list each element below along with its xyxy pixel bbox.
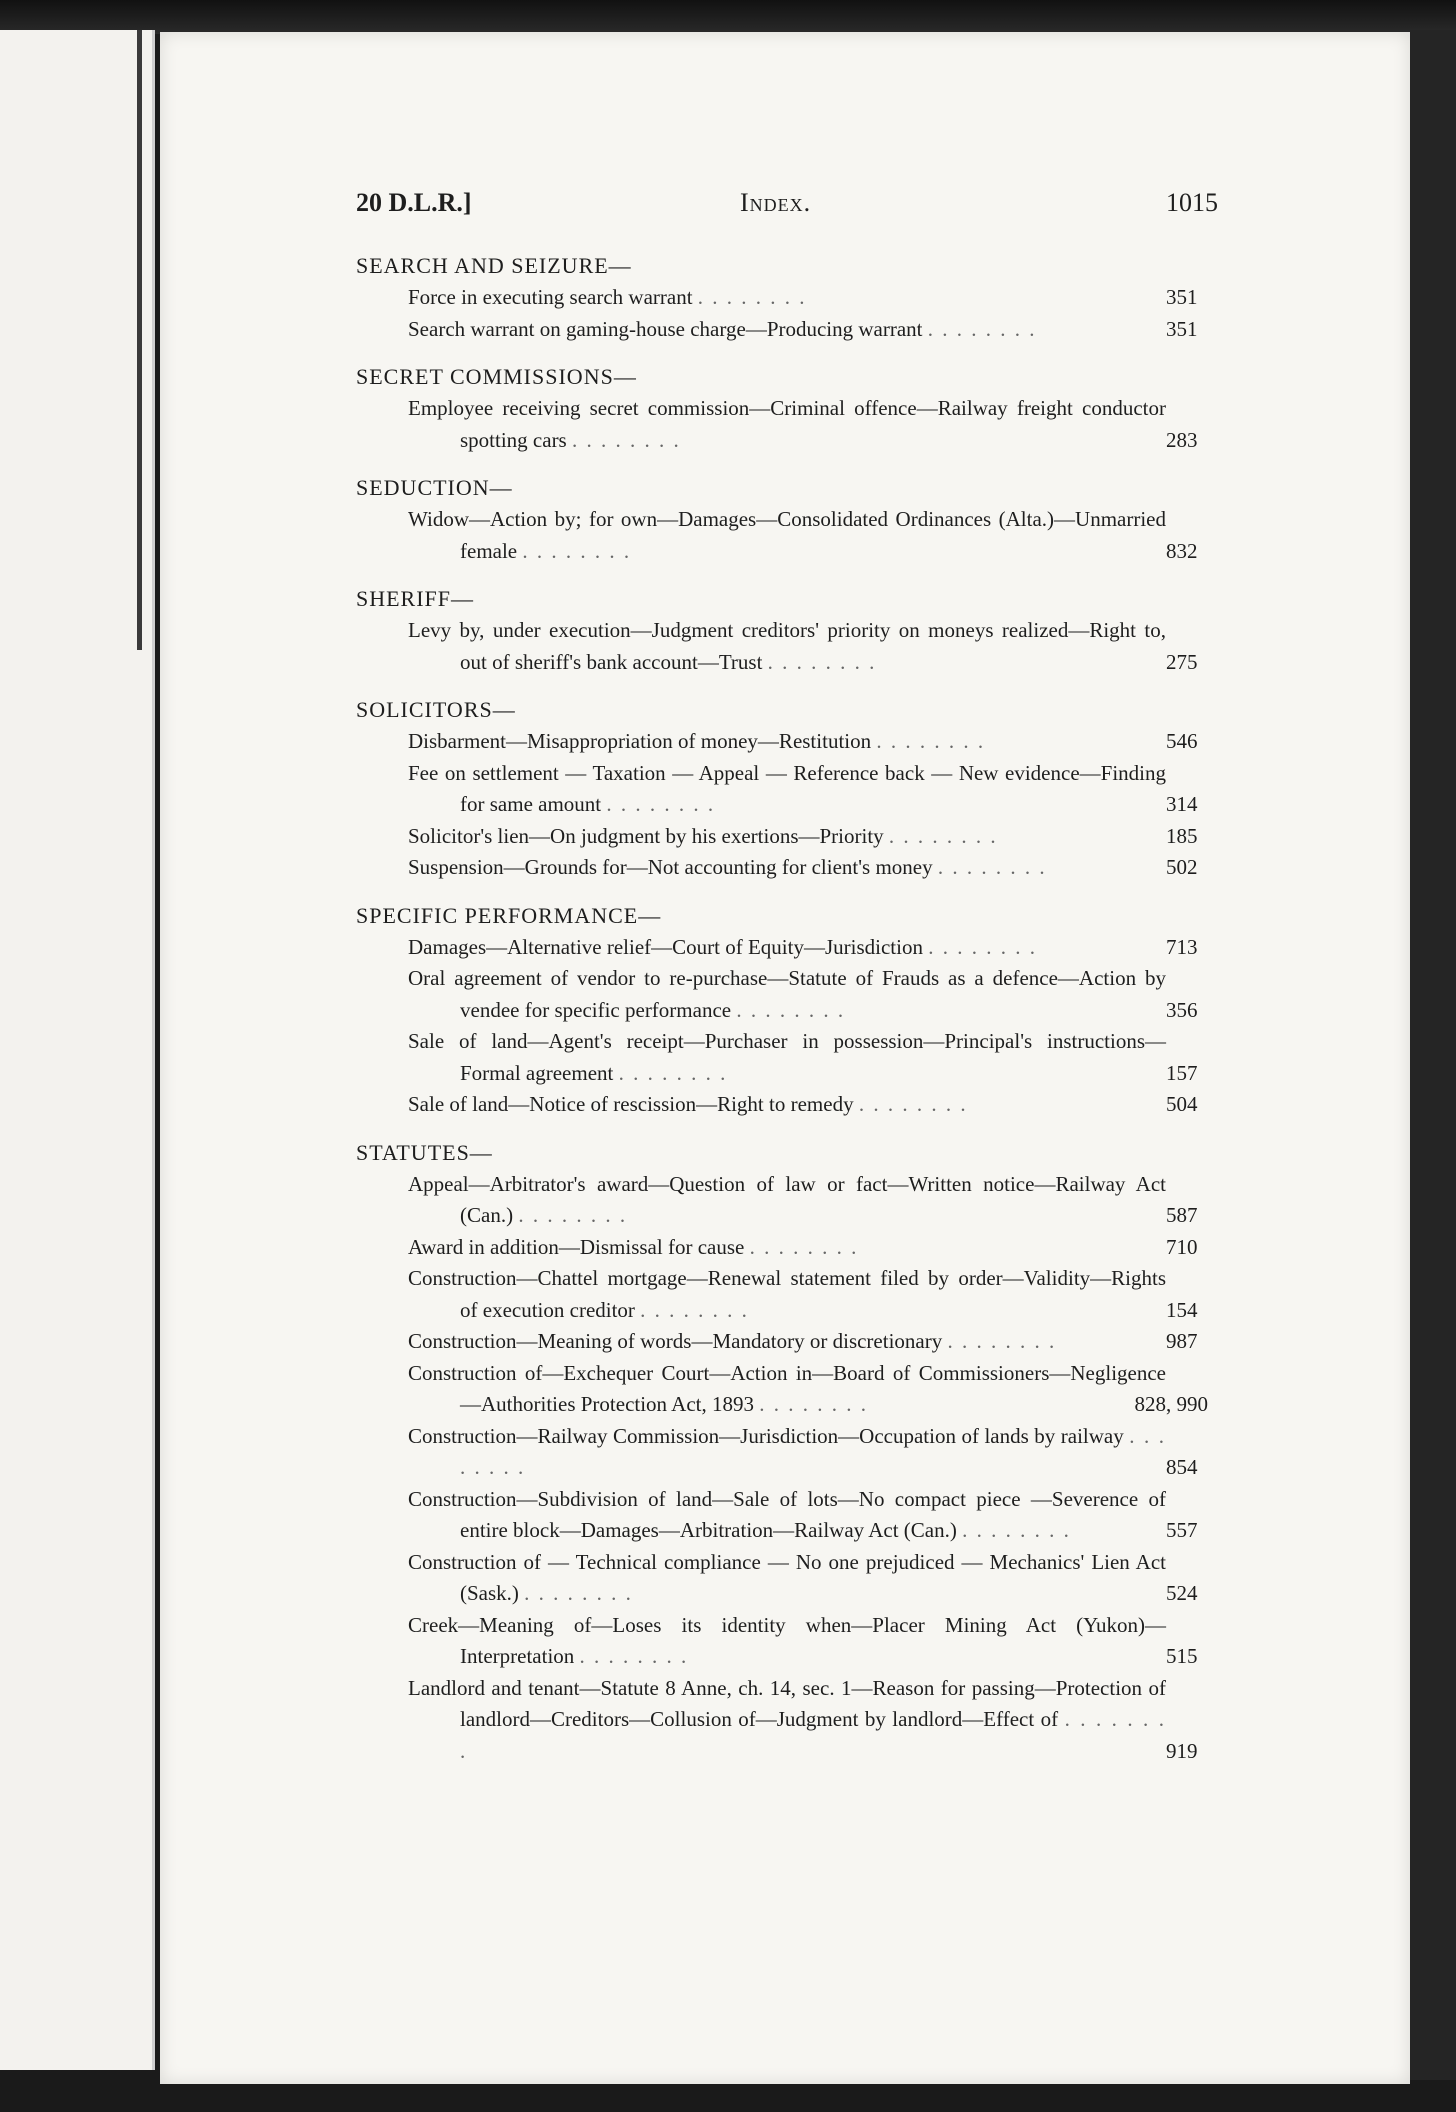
- entry-text: Award in addition—Dismissal for cause: [408, 1234, 750, 1259]
- dot-leader: . . . . . . . .: [640, 1297, 749, 1322]
- page-title: Index.: [740, 188, 812, 217]
- scan-top-edge: [0, 0, 1456, 34]
- index-entry: Force in executing search warrant . . . . . . . . 351: [408, 285, 1198, 309]
- running-head: [356, 188, 1218, 228]
- entry-text: Employee receiving secret commission—Criminal offence—Railway freight conductor spotting cars: [408, 396, 1166, 452]
- index-entry: Construction—Chattel mortgage—Renewal statement filed by order—Validity—Rights of execution creditor . . . . . . . . 154: [408, 1266, 1198, 1322]
- index-entry: Employee receiving secret commission—Criminal offence—Railway freight conductor spotting cars . . . . . . . . 283: [408, 396, 1198, 452]
- index-entry: Widow—Action by; for own—Damages—Consolidated Ordinances (Alta.)—Unmarried female . . . . . . . . 832: [408, 507, 1198, 563]
- entry-text: Fee on settlement — Taxation — Appeal — Reference back — New evidence—Finding for same amount: [408, 760, 1166, 816]
- index-entry: [408, 1358, 1218, 1421]
- index-entry: Fee on settlement — Taxation — Appeal — Reference back — New evidence—Finding for same amount . . . . . . . . 314: [408, 760, 1198, 816]
- index-entry: Suspension—Grounds for—Not accounting for client's money . . . . . . . . 502: [408, 855, 1198, 879]
- dot-leader: . . . . . . . .: [927, 316, 1037, 341]
- index-entry: Oral agreement of vendor to re-purchase—Statute of Frauds as a defence—Action by vendee for specific performance . . . . . . . . 356: [408, 966, 1198, 1022]
- index-section: [356, 583, 1218, 678]
- entry-text: Force in executing search warrant: [408, 285, 698, 309]
- dot-leader: . . . . . . . .: [767, 649, 877, 674]
- entry-text: Sale of land—Agent's receipt—Purchaser in possession—Principal's instructions—Formal agreement: [408, 1029, 1166, 1085]
- dot-leader: . . . . . . . .: [858, 1092, 968, 1116]
- index-entry: Appeal—Arbitrator's award—Question of law or fact—Written notice—Railway Act (Can.) . . . . . . . . 587: [408, 1171, 1198, 1227]
- dot-leader: . . . . . . . .: [947, 1329, 1057, 1353]
- index-section: [356, 1137, 1218, 1768]
- index-sections: [356, 250, 1218, 1767]
- dot-leader: . . . . . . . .: [460, 1707, 1167, 1763]
- section-heading: SHERIFF—: [356, 586, 475, 611]
- section-heading: STATUTES—: [356, 1139, 493, 1165]
- dot-leader: . . . . . . . .: [937, 855, 1047, 879]
- dot-leader: . . . . . . . .: [518, 1203, 628, 1227]
- index-entry: Solicitor's lien—On judgment by his exertions—Priority . . . . . . . . 185: [408, 823, 1198, 848]
- dot-leader: . . . . . . . .: [759, 1392, 868, 1416]
- dot-leader: . . . . . . . .: [697, 285, 807, 309]
- section-heading: SECRET COMMISSIONS—: [356, 364, 637, 389]
- dot-leader: . . . . . . . .: [571, 427, 681, 452]
- page-number: 1015: [1166, 188, 1218, 217]
- index-section: [356, 694, 1218, 884]
- section-heading: SPECIFIC PERFORMANCE—: [356, 902, 662, 928]
- dot-leader: . . . . . . . .: [888, 823, 998, 848]
- entry-text: Construction of—Exchequer Court—Action in—Board of Commissioners—Negligence—Authorities Protection Act, 1893: [408, 1360, 1166, 1416]
- entry-text: Levy by, under execution—Judgment creditors' priority on moneys realized—Right to, out of sheriff's bank account—Trust: [408, 618, 1166, 674]
- dot-leader: . . . . . . . .: [928, 934, 1037, 959]
- index-entry: Construction—Railway Commission—Jurisdiction—Occupation of lands by railway . . . . . . . . 854: [408, 1423, 1198, 1479]
- dot-leader: . . . . . . . .: [876, 729, 986, 753]
- dot-leader: . . . . . . . .: [618, 1060, 728, 1085]
- index-entry: Damages—Alternative relief—Court of Equity—Jurisdiction . . . . . . . . 713: [408, 934, 1198, 959]
- entry-text: Solicitor's lien—On judgment by his exertions—Priority: [408, 823, 889, 848]
- index-entry: Levy by, under execution—Judgment creditors' priority on moneys realized—Right to, out of sheriff's bank account—Trust . . . . . . . . 275: [408, 618, 1198, 674]
- page-content: [356, 188, 1218, 1783]
- index-entry: Sale of land—Agent's receipt—Purchaser in possession—Principal's instructions—Formal agreement . . . . . . . . 157: [408, 1029, 1198, 1085]
- index-section: [356, 361, 1218, 456]
- index-entry: Sale of land—Notice of rescission—Right to remedy . . . . . . . . 504: [408, 1092, 1198, 1116]
- section-heading: SEARCH AND SEIZURE—: [356, 253, 632, 278]
- index-section: [356, 900, 1218, 1121]
- dot-leader: . . . . . . . .: [522, 538, 632, 563]
- dot-leader: . . . . . . . .: [962, 1518, 1071, 1542]
- entry-text: Oral agreement of vendor to re-purchase—Statute of Frauds as a defence—Action by vendee for specific performance: [408, 966, 1166, 1022]
- index-entry: Construction—Meaning of words—Mandatory or discretionary . . . . . . . . 987: [408, 1329, 1198, 1353]
- entry-text: Search warrant on gaming-house charge—Producing warrant: [408, 316, 928, 341]
- entry-text: Construction—Meaning of words—Mandatory or discretionary: [408, 1329, 948, 1353]
- volume-label: 20 D.L.R.]: [356, 188, 472, 217]
- entry-text: Creek—Meaning of—Loses its identity when—Placer Mining Act (Yukon)—Interpretation: [408, 1612, 1166, 1668]
- binding-spine: [137, 30, 142, 650]
- entry-text: Suspension—Grounds for—Not accounting for client's money: [408, 855, 938, 879]
- dot-leader: . . . . . . . .: [460, 1423, 1166, 1479]
- scan-bottom-edge: [0, 2080, 1456, 2112]
- entry-text: Construction—Subdivision of land—Sale of lots—No compact piece —Severence of entire block—Damages—Arbitration—Railway Act (Can.): [408, 1486, 1166, 1542]
- index-entry: Disbarment—Misappropriation of money—Restitution . . . . . . . . 546: [408, 729, 1198, 753]
- dot-leader: . . . . . . . .: [606, 792, 716, 816]
- index-entry: Search warrant on gaming-house charge—Producing warrant . . . . . . . . 351: [408, 316, 1198, 341]
- index-entry: Construction—Subdivision of land—Sale of lots—No compact piece —Severence of entire block—Damages—Arbitration—Railway Act (Can.) . . . . . . . . 557: [408, 1486, 1198, 1542]
- entry-text: Landlord and tenant—Statute 8 Anne, ch. 14, sec. 1—Reason for passing—Protection of landlord—Creditors—Collusion of—Judgment by landlord—Effect of: [408, 1675, 1166, 1731]
- dot-leader: . . . . . . . .: [579, 1644, 689, 1668]
- facing-page: [0, 30, 155, 2070]
- index-section: [356, 250, 1218, 345]
- index-section: [356, 472, 1218, 567]
- index-entry: Construction of — Technical compliance — No one prejudiced — Mechanics' Lien Act (Sask.) . . . . . . . . 524: [408, 1549, 1198, 1605]
- entry-text: Construction of — Technical compliance — No one prejudiced — Mechanics' Lien Act (Sask.): [408, 1549, 1166, 1605]
- entry-text: Disbarment—Misappropriation of money—Restitution: [408, 729, 877, 753]
- scan-right-edge: [1410, 30, 1456, 2090]
- dot-leader: . . . . . . . .: [736, 997, 846, 1022]
- index-entry: Creek—Meaning of—Loses its identity when—Placer Mining Act (Yukon)—Interpretation . . . . . . . . 515: [408, 1612, 1198, 1668]
- entry-text: Damages—Alternative relief—Court of Equity—Jurisdiction: [408, 934, 929, 959]
- entry-page-ref: 828, 990: [1134, 1392, 1208, 1416]
- entry-text: Appeal—Arbitrator's award—Question of law or fact—Written notice—Railway Act (Can.): [408, 1171, 1166, 1227]
- section-heading: SEDUCTION—: [356, 475, 513, 500]
- entry-text: Construction—Railway Commission—Jurisdiction—Occupation of lands by railway: [408, 1423, 1130, 1448]
- section-heading: SOLICITORS—: [356, 697, 516, 722]
- entry-text: Sale of land—Notice of rescission—Right to remedy: [408, 1092, 859, 1116]
- entry-text: Construction—Chattel mortgage—Renewal statement filed by order—Validity—Rights of execution creditor: [408, 1266, 1166, 1322]
- dot-leader: . . . . . . . .: [749, 1234, 859, 1259]
- index-entry: Landlord and tenant—Statute 8 Anne, ch. 14, sec. 1—Reason for passing—Protection of landlord—Creditors—Collusion of—Judgment by landlord—Effect of . . . . . . . . 919: [408, 1675, 1198, 1763]
- entry-text: Widow—Action by; for own—Damages—Consolidated Ordinances (Alta.)—Unmarried female: [408, 507, 1166, 563]
- dot-leader: . . . . . . . .: [524, 1581, 633, 1605]
- index-entry: Award in addition—Dismissal for cause . . . . . . . . 710: [408, 1234, 1198, 1259]
